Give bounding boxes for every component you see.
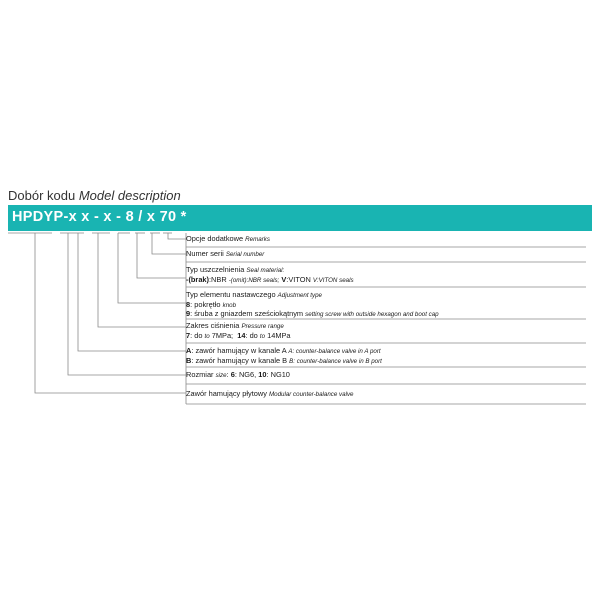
adjustment-code-8: 8 xyxy=(186,299,191,309)
section-title xyxy=(8,188,181,203)
section-title-pl: Dobór kodu xyxy=(8,188,76,203)
row-serial-label: Numer serii xyxy=(186,249,224,258)
port-code-b: B xyxy=(186,355,192,365)
seal-text-viton: :VITON xyxy=(286,274,311,284)
seal-sub-nbr: -(omit):NBR seals; xyxy=(228,276,280,284)
row-seal-label-en: Seal material: xyxy=(246,267,285,274)
pressure-text-14a: : do xyxy=(245,330,258,340)
size-text-6: : NG6, xyxy=(234,370,257,379)
pressure-code-7: 7 xyxy=(186,330,191,340)
row-remarks-label: Opcje dodatkowe xyxy=(186,234,244,243)
row-pressure-label: Zakres ciśnienia xyxy=(186,321,240,330)
adjustment-code-9: 9 xyxy=(186,309,191,319)
size-code-10: 10 xyxy=(258,370,267,379)
leader-remarks xyxy=(168,233,186,239)
row-serial xyxy=(186,250,586,260)
size-text-10: : NG10 xyxy=(266,370,290,379)
row-size-label: Rozmiar xyxy=(186,370,214,379)
seal-text-nbr: :NBR xyxy=(209,274,227,284)
pressure-text-7b: 7MPa; xyxy=(211,330,234,340)
leader-serial xyxy=(152,233,186,254)
row-serial-label-en: Serial number xyxy=(225,251,265,258)
leader-pressure xyxy=(98,233,186,327)
leader-seal xyxy=(137,233,186,278)
row-valve-type-label-en: Modular counter-balance valve xyxy=(268,391,354,398)
row-size-sub: size xyxy=(215,372,227,379)
row-valve-type-label: Zawór hamujący płytowy xyxy=(186,389,267,398)
row-adjustment xyxy=(186,291,586,320)
port-sub-a: A: counter-balance valve in A port xyxy=(288,348,381,355)
pressure-sub-7: to xyxy=(204,332,210,340)
seal-sub-viton: V:VITON seals xyxy=(312,276,354,284)
seal-code-v: V xyxy=(281,274,287,284)
row-seal-label: Typ uszczelnienia xyxy=(186,265,245,274)
row-pressure-line2 xyxy=(186,332,586,342)
row-adjustment-line1 xyxy=(186,291,586,301)
leader-port xyxy=(78,233,186,351)
adjustment-sub-8: knob xyxy=(222,301,237,309)
adjustment-sub-9: setting screw with outside hexagon and boot cap xyxy=(305,311,439,319)
adjustment-text-9: : śruba z gniazdem sześciokątnym xyxy=(190,309,304,319)
row-pressure-label-en: Pressure range xyxy=(241,323,284,330)
row-seal-line2 xyxy=(186,276,586,286)
row-remarks-label-en: Remarks xyxy=(245,236,270,243)
seal-code-omit: -(brak) xyxy=(186,274,209,284)
row-remarks xyxy=(186,235,586,245)
row-port xyxy=(186,347,586,366)
row-port-line2 xyxy=(186,357,586,367)
pressure-text-14b: 14MPa xyxy=(267,330,291,340)
leader-size xyxy=(68,233,186,375)
model-code: HPDYP-x x - x - 8 / x 70 * xyxy=(12,209,187,225)
port-text-b: : zawór hamujący w kanale B xyxy=(191,355,288,365)
row-valve-type xyxy=(186,390,586,400)
row-size: Rozmiar size: 6: NG6, 10: NG10 xyxy=(186,370,290,379)
row-adjustment-line3 xyxy=(186,310,586,320)
size-code-6: 6 xyxy=(230,370,235,379)
row-seal-line1 xyxy=(186,266,586,276)
port-text-a: : zawór hamujący w kanale A xyxy=(191,346,287,355)
pressure-sub-14: to xyxy=(259,332,266,340)
pressure-code-14: 14 xyxy=(237,330,246,340)
row-pressure xyxy=(186,322,586,341)
row-seal xyxy=(186,266,586,285)
section-title-en: Model description xyxy=(78,188,181,203)
pressure-text-7a: : do xyxy=(190,330,203,340)
row-adjustment-label: Typ elementu nastawczego xyxy=(186,290,276,299)
port-sub-b: B: counter-balance valve in B port xyxy=(289,357,382,365)
port-code-a: A xyxy=(186,346,192,355)
leader-valve-type xyxy=(35,233,186,393)
model-code-bar xyxy=(8,205,592,231)
adjustment-text-8: : pokrętło xyxy=(190,299,221,309)
leader-adjustment xyxy=(118,233,186,303)
row-adjustment-label-en: Adjustment type xyxy=(277,292,322,299)
